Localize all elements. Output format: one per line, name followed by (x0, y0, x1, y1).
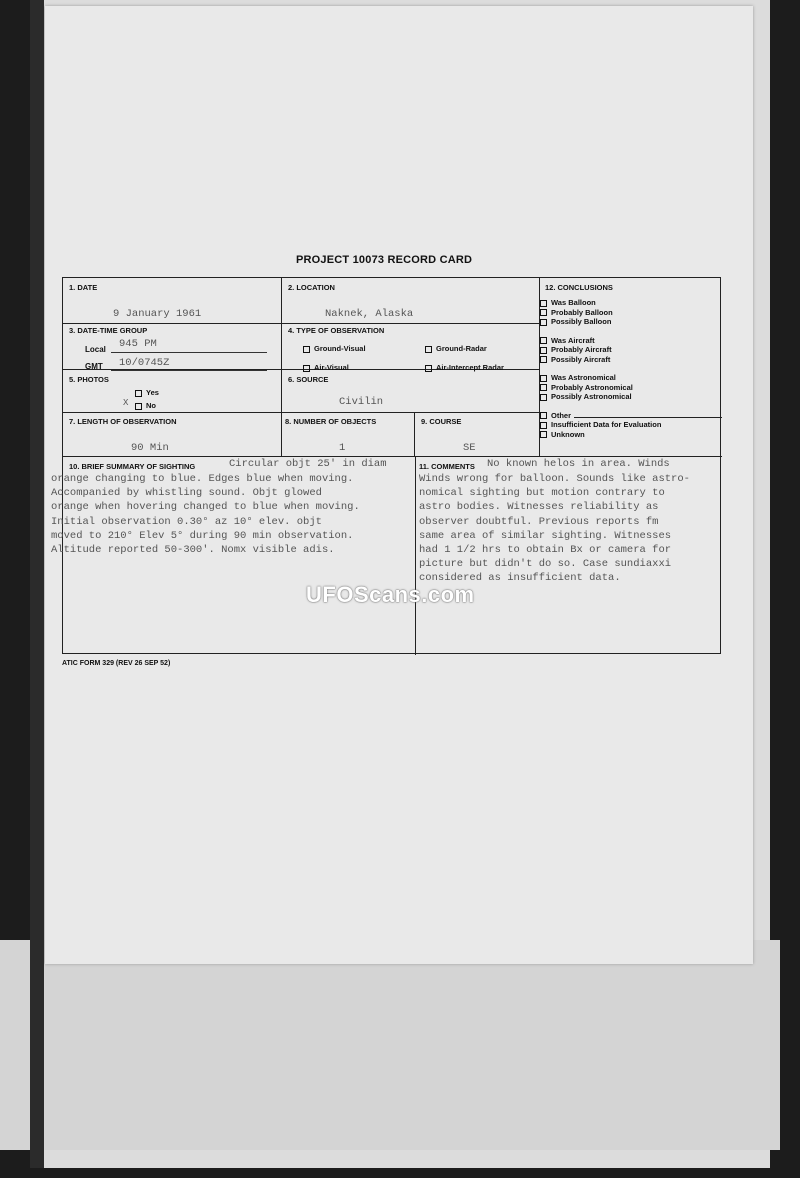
objects-value: 1 (339, 442, 346, 454)
checkbox-icon (540, 384, 547, 391)
conclusions-list (540, 298, 722, 439)
objects-label: 8. NUMBER OF OBJECTS (285, 417, 377, 426)
length-label: 7. LENGTH OF OBSERVATION (69, 417, 177, 426)
course-value: SE (463, 442, 476, 454)
card-title: PROJECT 10073 RECORD CARD (296, 254, 473, 266)
checkbox-icon (540, 412, 547, 419)
conclusion-was-aircraft: Was Aircraft (540, 336, 722, 346)
checkbox-icon (540, 356, 547, 363)
conclusion-unknown: Unknown (540, 430, 722, 440)
checkbox-icon (540, 319, 547, 326)
date-label: 1. DATE (69, 283, 98, 292)
length-value: 90 Min (131, 442, 169, 454)
type-air-intercept-radar: Air-Intercept Radar (425, 363, 504, 372)
dtg-gmt-value: 10/0745Z (119, 357, 170, 369)
photos-no-mark: X (123, 398, 129, 408)
summary-label: 10. BRIEF SUMMARY OF SIGHTING (69, 462, 196, 471)
photos-yes: Yes (135, 388, 159, 397)
course-label: 9. COURSE (421, 417, 462, 426)
photos-label: 5. PHOTOS (69, 375, 109, 384)
conclusion-probably-balloon: Probably Balloon (540, 308, 722, 318)
location-value: Naknek, Alaska (325, 308, 414, 320)
scan-dark-edge (30, 0, 44, 1168)
conclusion-other: Other (540, 411, 722, 421)
conclusion-possibly-balloon: Possibly Balloon (540, 317, 722, 327)
location-label: 2. LOCATION (288, 283, 335, 292)
type-air-visual: Air-Visual (303, 363, 349, 372)
checkbox-icon (135, 403, 142, 410)
comments-text: Winds wrong for balloon. Sounds like astro- nomical sighting but motion contrary to astro bodies. Witnesses reliability as observer doubtful. Previous reports fm same area of similar sighting. Witnesses had 1 1/2 hrs to obtain Bx or camera for picture but didn't do so. Case sundiaxxi considered as insufficient data. (419, 473, 690, 585)
conclusions-label: 12. CONCLUSIONS (545, 283, 613, 292)
dtg-label: 3. DATE-TIME GROUP (69, 326, 148, 335)
date-value: 9 January 1961 (113, 308, 202, 320)
conclusion-probably-aircraft: Probably Aircraft (540, 345, 722, 355)
dtg-local-value: 945 PM (119, 338, 157, 350)
type-ground-radar: Ground-Radar (425, 344, 487, 353)
checkbox-icon (540, 375, 547, 382)
conclusion-was-balloon: Was Balloon (540, 298, 722, 308)
type-ground-visual: Ground-Visual (303, 344, 366, 353)
checkbox-icon (540, 337, 547, 344)
comments-label: 11. COMMENTS (419, 462, 475, 471)
conclusion-probably-astronomical: Probably Astronomical (540, 383, 722, 393)
checkbox-icon (135, 390, 142, 397)
checkbox-icon (540, 422, 547, 429)
checkbox-icon (540, 431, 547, 438)
checkbox-icon (303, 365, 310, 372)
source-label: 6. SOURCE (288, 375, 329, 384)
summary-text: orange changing to blue. Edges blue when moving. Accompanied by whistling sound. Objt glowed orange when hovering changed to blue when moving. Initial observation 0.30° az 10° elev. objt moved to 210° Elev 5° during 90 min observation. Altitude reported 50-300'. Nomx visible adis. (51, 473, 360, 557)
checkbox-icon (425, 365, 432, 372)
checkbox-icon (425, 346, 432, 353)
checkbox-icon (540, 300, 547, 307)
form-footer: ATIC FORM 329 (REV 26 SEP 52) (62, 660, 171, 667)
checkbox-icon (540, 309, 547, 316)
lower-scan-area (0, 940, 780, 1150)
summary-first-line: Circular objt 25' in diam (229, 458, 387, 470)
checkbox-icon (540, 347, 547, 354)
watermark: UFOScans.com (306, 582, 475, 607)
comments-first-line: No known helos in area. Winds (487, 458, 670, 470)
dtg-gmt-label: GMT (85, 362, 103, 371)
dtg-local-label: Local (85, 345, 106, 354)
checkbox-icon (303, 346, 310, 353)
type-label: 4. TYPE OF OBSERVATION (288, 326, 385, 335)
conclusion-possibly-aircraft: Possibly Aircraft (540, 355, 722, 365)
checkbox-icon (540, 394, 547, 401)
photos-no: No (135, 401, 156, 410)
conclusion-was-astronomical: Was Astronomical (540, 373, 722, 383)
conclusion-insufficient-data: Insufficient Data for Evaluation (540, 420, 722, 430)
source-value: Civilin (339, 396, 384, 408)
conclusion-possibly-astronomical: Possibly Astronomical (540, 392, 722, 402)
